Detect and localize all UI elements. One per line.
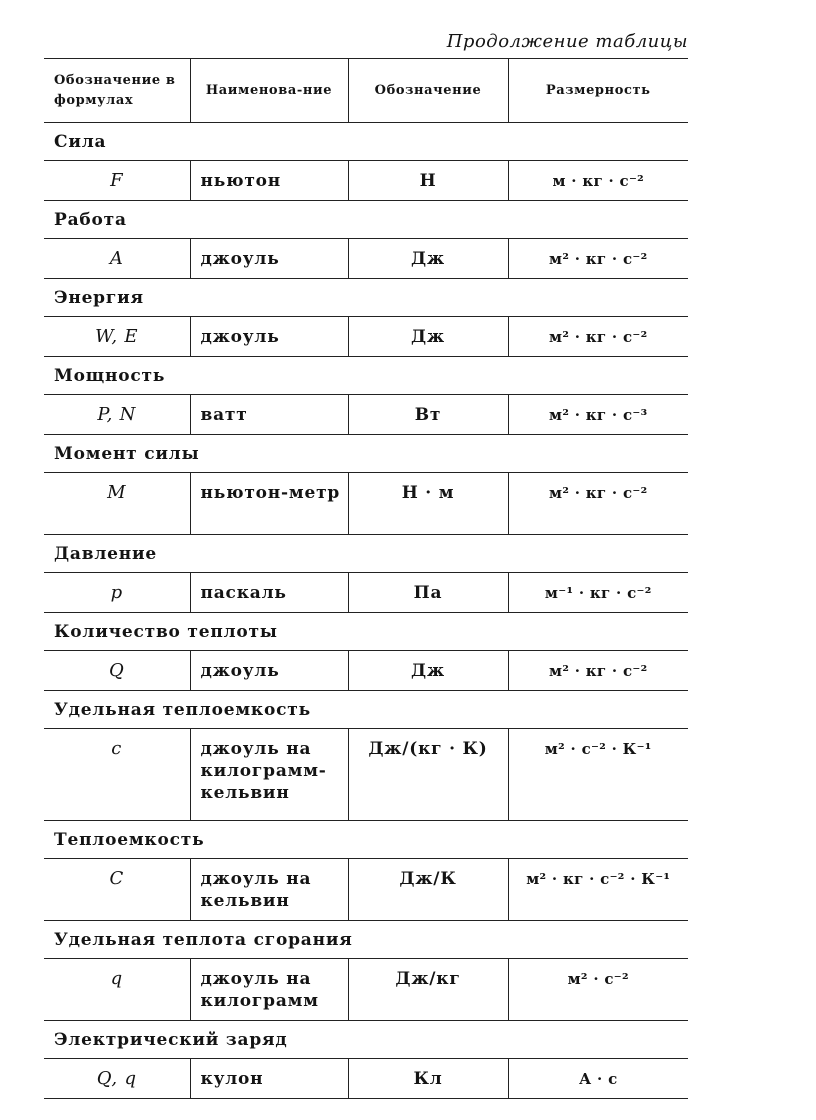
section-row	[44, 435, 688, 473]
data-row	[44, 573, 688, 613]
name-cell: джоуль	[190, 239, 348, 279]
symbol-cell: M	[44, 473, 190, 535]
name-cell: паскаль	[190, 573, 348, 613]
header-symbol: Обозначение в формулах	[44, 59, 190, 123]
symbol-cell: A	[44, 239, 190, 279]
dimension-cell: м² · с⁻²	[508, 959, 688, 1021]
symbol-cell: c	[44, 729, 190, 821]
header-dimension: Размерность	[508, 59, 688, 123]
section-row	[44, 691, 688, 729]
name-cell: ньютон	[190, 161, 348, 201]
name-cell: джоуль на килограмм	[190, 959, 348, 1021]
section-row	[44, 921, 688, 959]
section-row	[44, 123, 688, 161]
data-row	[44, 1059, 688, 1099]
section-title: Сила	[44, 123, 688, 161]
name-cell: джоуль	[190, 317, 348, 357]
section-title: Удельная теплоемкость	[44, 691, 688, 729]
dimension-cell: м² · кг · с⁻² · К⁻¹	[508, 859, 688, 921]
dimension-cell: м · кг · с⁻²	[508, 161, 688, 201]
section-row	[44, 535, 688, 573]
section-title: Давление	[44, 535, 688, 573]
symbol-cell: F	[44, 161, 190, 201]
section-row	[44, 357, 688, 395]
data-row	[44, 651, 688, 691]
unit-cell: Дж/К	[348, 859, 508, 921]
header-unit: Обозначение	[348, 59, 508, 123]
data-row	[44, 729, 688, 821]
symbol-cell: Q	[44, 651, 190, 691]
section-title: Удельная теплота сгорания	[44, 921, 688, 959]
unit-cell: Дж	[348, 651, 508, 691]
section-title: Мощность	[44, 357, 688, 395]
name-cell: джоуль на кельвин	[190, 859, 348, 921]
name-cell: кулон	[190, 1059, 348, 1099]
data-row	[44, 959, 688, 1021]
symbol-cell: p	[44, 573, 190, 613]
data-row	[44, 473, 688, 535]
dimension-cell: м² · кг · с⁻²	[508, 317, 688, 357]
unit-cell: Дж	[348, 239, 508, 279]
section-title: Теплоемкость	[44, 821, 688, 859]
dimension-cell: м⁻¹ · кг · с⁻²	[508, 573, 688, 613]
section-title: Момент силы	[44, 435, 688, 473]
dimension-cell: А · с	[508, 1059, 688, 1099]
section-title: Энергия	[44, 279, 688, 317]
section-title: Количество теплоты	[44, 613, 688, 651]
data-row	[44, 317, 688, 357]
name-cell: ватт	[190, 395, 348, 435]
section-title: Работа	[44, 201, 688, 239]
section-row	[44, 613, 688, 651]
name-cell: джоуль	[190, 651, 348, 691]
dimension-cell: м² · кг · с⁻²	[508, 239, 688, 279]
name-cell: джоуль на килограмм-кельвин	[190, 729, 348, 821]
section-row	[44, 201, 688, 239]
section-row	[44, 821, 688, 859]
unit-cell: Па	[348, 573, 508, 613]
data-row	[44, 395, 688, 435]
dimension-cell: м² · кг · с⁻²	[508, 473, 688, 535]
data-row	[44, 239, 688, 279]
unit-cell: Дж/(кг · К)	[348, 729, 508, 821]
data-row	[44, 859, 688, 921]
units-table	[44, 58, 688, 1099]
section-title: Электрический заряд	[44, 1021, 688, 1059]
dimension-cell: м² · с⁻² · К⁻¹	[508, 729, 688, 821]
table-header-row	[44, 59, 688, 123]
data-row	[44, 161, 688, 201]
unit-cell: Вт	[348, 395, 508, 435]
unit-cell: Кл	[348, 1059, 508, 1099]
unit-cell: Дж/кг	[348, 959, 508, 1021]
unit-cell: Дж	[348, 317, 508, 357]
table-continuation-caption: Продолжение таблицы	[446, 31, 688, 52]
dimension-cell: м² · кг · с⁻³	[508, 395, 688, 435]
header-name: Наименова-ние	[190, 59, 348, 123]
symbol-cell: W, E	[44, 317, 190, 357]
symbol-cell: C	[44, 859, 190, 921]
symbol-cell: P, N	[44, 395, 190, 435]
name-cell: ньютон-метр	[190, 473, 348, 535]
symbol-cell: Q, q	[44, 1059, 190, 1099]
unit-cell: Н	[348, 161, 508, 201]
unit-cell: Н · м	[348, 473, 508, 535]
section-row	[44, 279, 688, 317]
section-row	[44, 1021, 688, 1059]
dimension-cell: м² · кг · с⁻²	[508, 651, 688, 691]
symbol-cell: q	[44, 959, 190, 1021]
